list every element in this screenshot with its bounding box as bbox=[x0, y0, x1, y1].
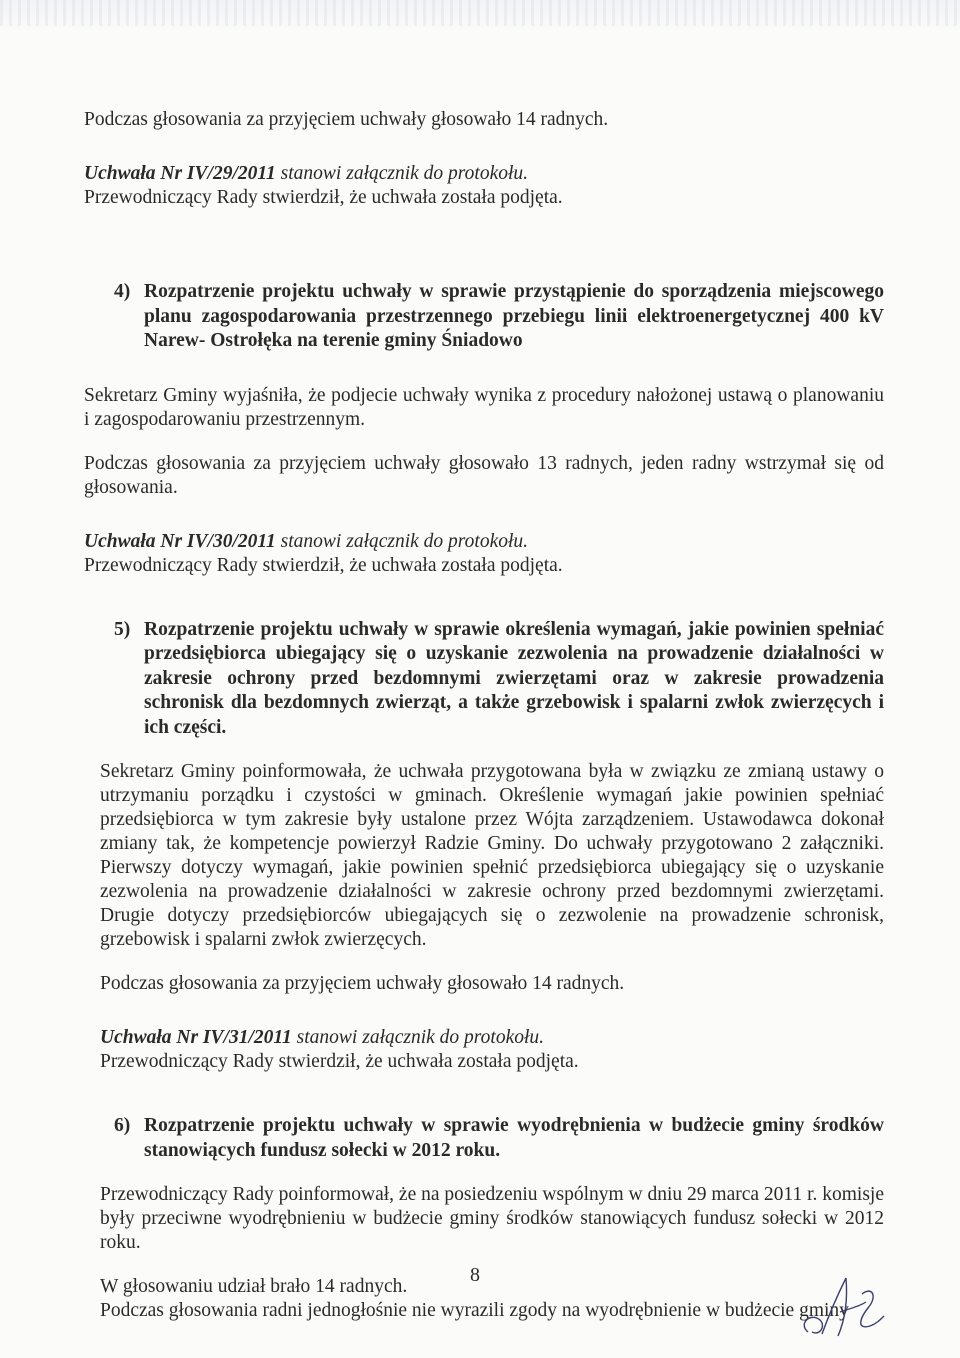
resolution-annex-text: stanowi załącznik do protokołu. bbox=[275, 163, 529, 184]
resolution-line bbox=[100, 1026, 884, 1050]
agenda-item-title: Rozpatrzenie projektu uchwały w sprawie przystąpienie do sporządzenia miejscowego planu zagospodarowania przestrzennego przebiegu linii elektroenergetycznej 400 kV Narew- Ostrołęka na terenie gminy Śniadowo bbox=[144, 281, 884, 351]
scan-artifact-top bbox=[0, 0, 960, 26]
document-body bbox=[84, 108, 884, 1323]
adoption-statement: Przewodniczący Rady stwierdził, że uchwała została podjęta. bbox=[84, 554, 563, 576]
resolution-line bbox=[84, 162, 884, 186]
handwritten-initials-signature bbox=[790, 1272, 890, 1344]
participation-statement: W głosowaniu udział brało 14 radnych. bbox=[100, 1276, 408, 1297]
agenda-item-4 bbox=[114, 280, 884, 354]
adoption-statement: Przewodniczący Rady stwierdził, że uchwała została podjęta. bbox=[100, 1051, 579, 1072]
resolution-number: Uchwała Nr IV/31/2011 bbox=[100, 1027, 292, 1048]
vote-paragraph: Podczas głosowania za przyjęciem uchwały głosowało 14 radnych. bbox=[84, 109, 609, 130]
secretary-explanation: Sekretarz Gminy wyjaśniła, że podjecie uchwały wynika z procedury nałożonej ustawą o planowaniu i zagospodarowaniu przestrzennym. bbox=[84, 384, 884, 430]
resolution-annex-text: stanowi załącznik do protokołu. bbox=[291, 1027, 545, 1048]
vote-paragraph: Podczas głosowania za przyjęciem uchwały głosowało 14 radnych. bbox=[100, 973, 625, 994]
resolution-number: Uchwała Nr IV/30/2011 bbox=[84, 530, 276, 552]
vote-paragraph: Podczas głosowania za przyjęciem uchwały głosowało 13 radnych, jeden radny wstrzymał się od głosowania. bbox=[84, 452, 884, 498]
agenda-item-number: 5) bbox=[114, 618, 131, 640]
page-number: 8 bbox=[470, 1264, 480, 1286]
resolution-number: Uchwała Nr IV/29/2011 bbox=[84, 163, 276, 184]
agenda-item-number: 4) bbox=[114, 281, 131, 302]
adoption-statement: Przewodniczący Rady stwierdził, że uchwała została podjęta. bbox=[84, 187, 563, 208]
agenda-item-6 bbox=[114, 1114, 884, 1163]
agenda-item-title: Rozpatrzenie projektu uchwały w sprawie wyodrębnienia w budżecie gminy środków stanowiących fundusz sołecki w 2012 roku. bbox=[144, 1115, 884, 1161]
resolution-line bbox=[84, 530, 884, 554]
agenda-item-5 bbox=[114, 618, 884, 741]
resolution-annex-text: stanowi załącznik do protokołu. bbox=[275, 530, 529, 552]
chairman-information: Przewodniczący Rady poinformował, że na posiedzeniu wspólnym w dniu 29 marca 2011 r. komisje były przeciwne wyodrębnieniu w budżecie gminy środków stanowiących fundusz sołecki w 2012 roku. bbox=[100, 1184, 884, 1253]
agenda-item-title: Rozpatrzenie projektu uchwały w sprawie określenia wymagań, jakie powinien spełniać przedsiębiorca ubiegający się o uzyskanie zezwolenia na prowadzenie działalności w zakresie ochrony przed bezdomnymi zwierzętami oraz w zakresie prowadzenia schronisk dla bezdomnych zwierząt, a także grzebowisk i spalarni zwłok zwierzęcych i ich części. bbox=[144, 618, 884, 738]
agenda-item-number: 6) bbox=[114, 1115, 131, 1136]
secretary-explanation: Sekretarz Gminy poinformowała, że uchwała przygotowana była w związku ze zmianą ustawy o utrzymaniu porządku i czystości w gminach. Określenie wymagań jakie powinien spełniać przedsiębiorca w tym zakresie były ustalone przez Wójta zarządzeniem. Ustawodawca dokonał zmiany tak, że kompetencje powierzył Radzie Gminy. Do uchwały przygotowano 2 załączniki. Pierwszy dotyczy wymagań, jakie powinien spełnić przedsiębiorca ubiegający się o uzyskanie zezwolenia na prowadzenie działalności w zakresie ochrony przed bezdomnymi zwierzętami. Drugie dotyczy przedsiębiorców ubiegających się o zezwolenie na prowadzenie schronisk, grzebowisk i spalarni zwłok zwierzęcych. bbox=[100, 761, 884, 950]
vote-paragraph: Podczas głosowania radni jednogłośnie nie wyrazili zgody na wyodrębnienie w budżecie gminy bbox=[100, 1300, 849, 1321]
